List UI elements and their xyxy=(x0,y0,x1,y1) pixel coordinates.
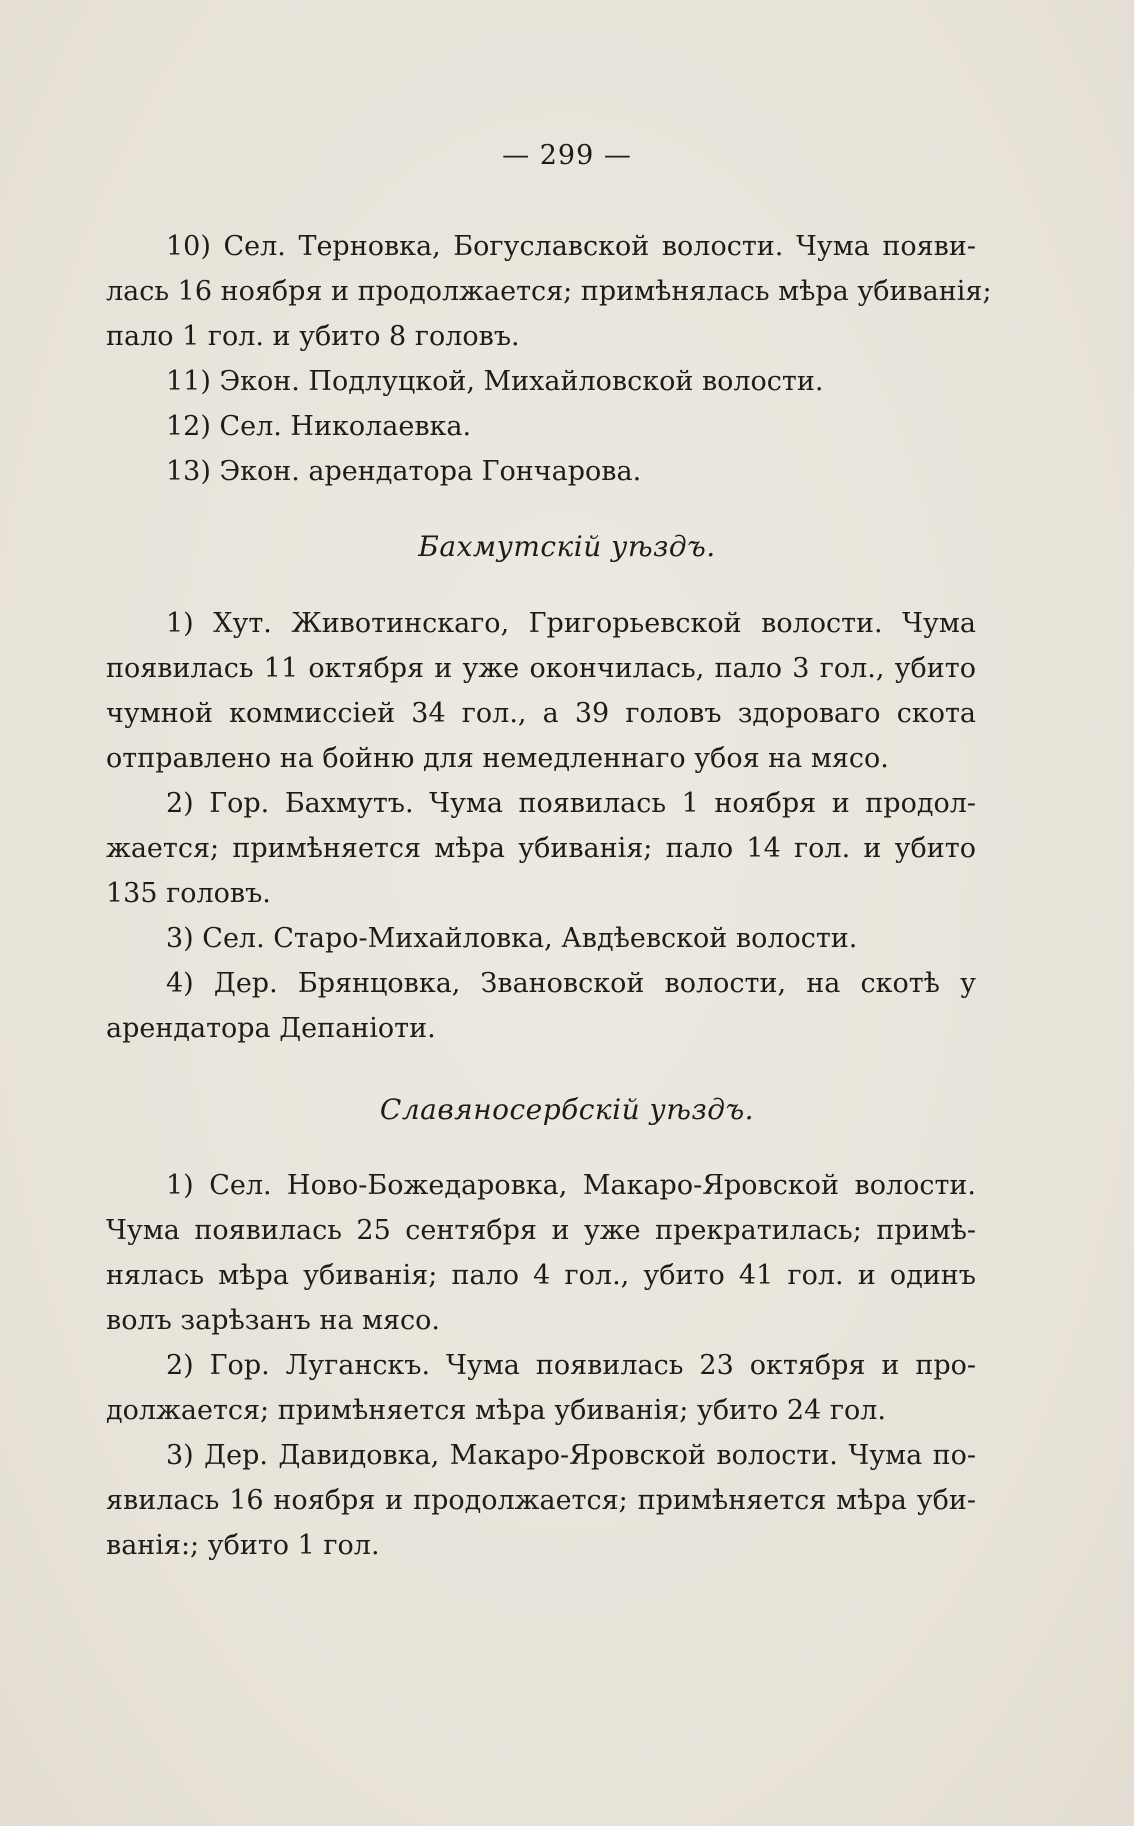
text-line: 13) Экон. арендатора Гончарова. xyxy=(166,456,642,487)
text-line: чумной коммиссіей 34 гол., а 39 головъ здороваго скота xyxy=(106,698,976,729)
text-line: волъ зарѣзанъ на мясо. xyxy=(106,1305,441,1336)
section-bakhmut xyxy=(106,601,976,1051)
section-heading-slavyanoserbsk: Славяносербскій уѣздъ. xyxy=(379,1093,755,1126)
text-line: 4) Дер. Брянцовка, Звановской волости, на скотѣ у xyxy=(166,968,976,999)
text-line: должается; примѣняется мѣра убиванія; убито 24 гол. xyxy=(106,1395,886,1426)
text-line: ванія:; убито 1 гол. xyxy=(106,1530,380,1561)
text-line: Чума появилась 25 сентября и уже прекратилась; примѣ- xyxy=(106,1215,976,1246)
text-line: 3) Дер. Давидовка, Макаро-Яровской волости. Чума по- xyxy=(166,1440,976,1471)
text-line: 1) Сел. Ново-Божедаровка, Макаро-Яровской волости. xyxy=(166,1170,976,1201)
text-line: лась 16 ноября и продолжается; примѣнялась мѣра убиванія; xyxy=(106,276,992,307)
text-line: 11) Экон. Подлуцкой, Михайловской волости. xyxy=(166,366,824,397)
text-line: 10) Сел. Терновка, Богуславской волости. Чума появи- xyxy=(166,231,976,262)
section-slavyanoserbsk xyxy=(106,1163,976,1568)
text-line: пало 1 гол. и убито 8 головъ. xyxy=(106,321,520,352)
text-line: 1) Хут. Животинскаго, Григорьевской волости. Чума xyxy=(166,608,976,639)
text-line: появилась 11 октября и уже окончилась, пало 3 гол., убито xyxy=(106,653,976,684)
text-line: нялась мѣра убиванія; пало 4 гол., убито 41 гол. и одинъ xyxy=(106,1260,976,1291)
text-line: 12) Сел. Николаевка. xyxy=(166,411,472,442)
text-line: жается; примѣняется мѣра убиванія; пало 14 гол. и убито xyxy=(106,833,976,864)
page-number: — 299 — xyxy=(502,140,632,171)
text-line: 3) Сел. Старо-Михайловка, Авдѣевской волости. xyxy=(166,923,858,954)
text-line: 135 головъ. xyxy=(106,878,271,909)
text-line: 2) Гор. Бахмутъ. Чума появилась 1 ноября и продол- xyxy=(166,788,976,819)
section-heading-bakhmut: Бахмутскій уѣздъ. xyxy=(418,530,716,563)
text-line: 2) Гор. Луганскъ. Чума появилась 23 октября и про- xyxy=(166,1350,976,1381)
section-continuation xyxy=(106,224,992,494)
text-line: явилась 16 ноября и продолжается; примѣняется мѣра уби- xyxy=(106,1485,976,1516)
text-line: арендатора Депаніоти. xyxy=(106,1013,436,1044)
text-line: отправлено на бойню для немедленнаго убоя на мясо. xyxy=(106,743,889,774)
